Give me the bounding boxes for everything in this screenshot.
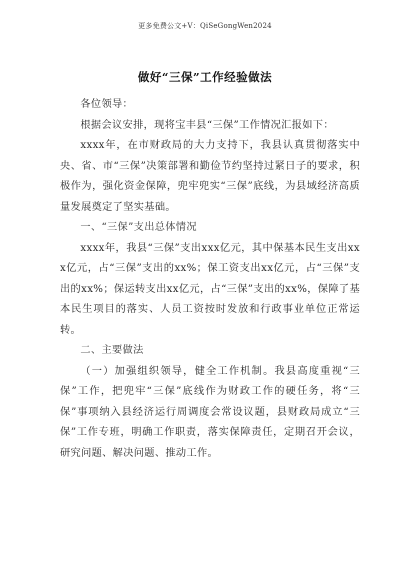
section-heading-2: 二、主要做法 — [80, 345, 144, 356]
section-heading-1: 一、“三保”支出总体情况 — [80, 222, 197, 233]
overview-paragraph: xxxx年，在市财政局的大力支持下，我县认真贯彻落实中央、省、市“三保”决策部署和勤俭节约坚持过紧日子的要求，积极作为，强化资金保障，兜牢兜实“三保”底线，为县域经济高质量发展奠定了坚实基础。 — [60, 140, 360, 213]
document-body — [60, 95, 360, 464]
measure-paragraph-1: （一）加强组织领导，健全工作机制。我县高度重视“三保”工作，把兜牢“三保”底线作为财政工作的硬任务，将“三保”事项纳入县经济运行周调度会常设议题，县财政局成立“三保”工作专班，明确工作职责，落实保障责任，定期召开会议，研究问题、解决问题、推动工作。 — [60, 365, 360, 459]
header-note: 更多免费公文+V：QiSeGongWen2024 — [138, 22, 272, 30]
document-title: 做好“三保”工作经验做法 — [137, 70, 273, 84]
salutation: 各位领导： — [80, 99, 134, 110]
intro-paragraph: 根据会议安排，现将宝丰县“三保”工作情况汇报如下： — [80, 119, 334, 131]
spending-paragraph: xxxx年，我县“三保”支出xxx亿元，其中保基本民生支出xxx亿元，占“三保”支出的xx%；保工资支出xx亿元，占“三保”支出的xx%；保运转支出xx亿元，占“三保”支出的xx%，保障了基本民生项目的落实、人员工资按时发放和行政事业单位正常运转。 — [60, 242, 360, 336]
